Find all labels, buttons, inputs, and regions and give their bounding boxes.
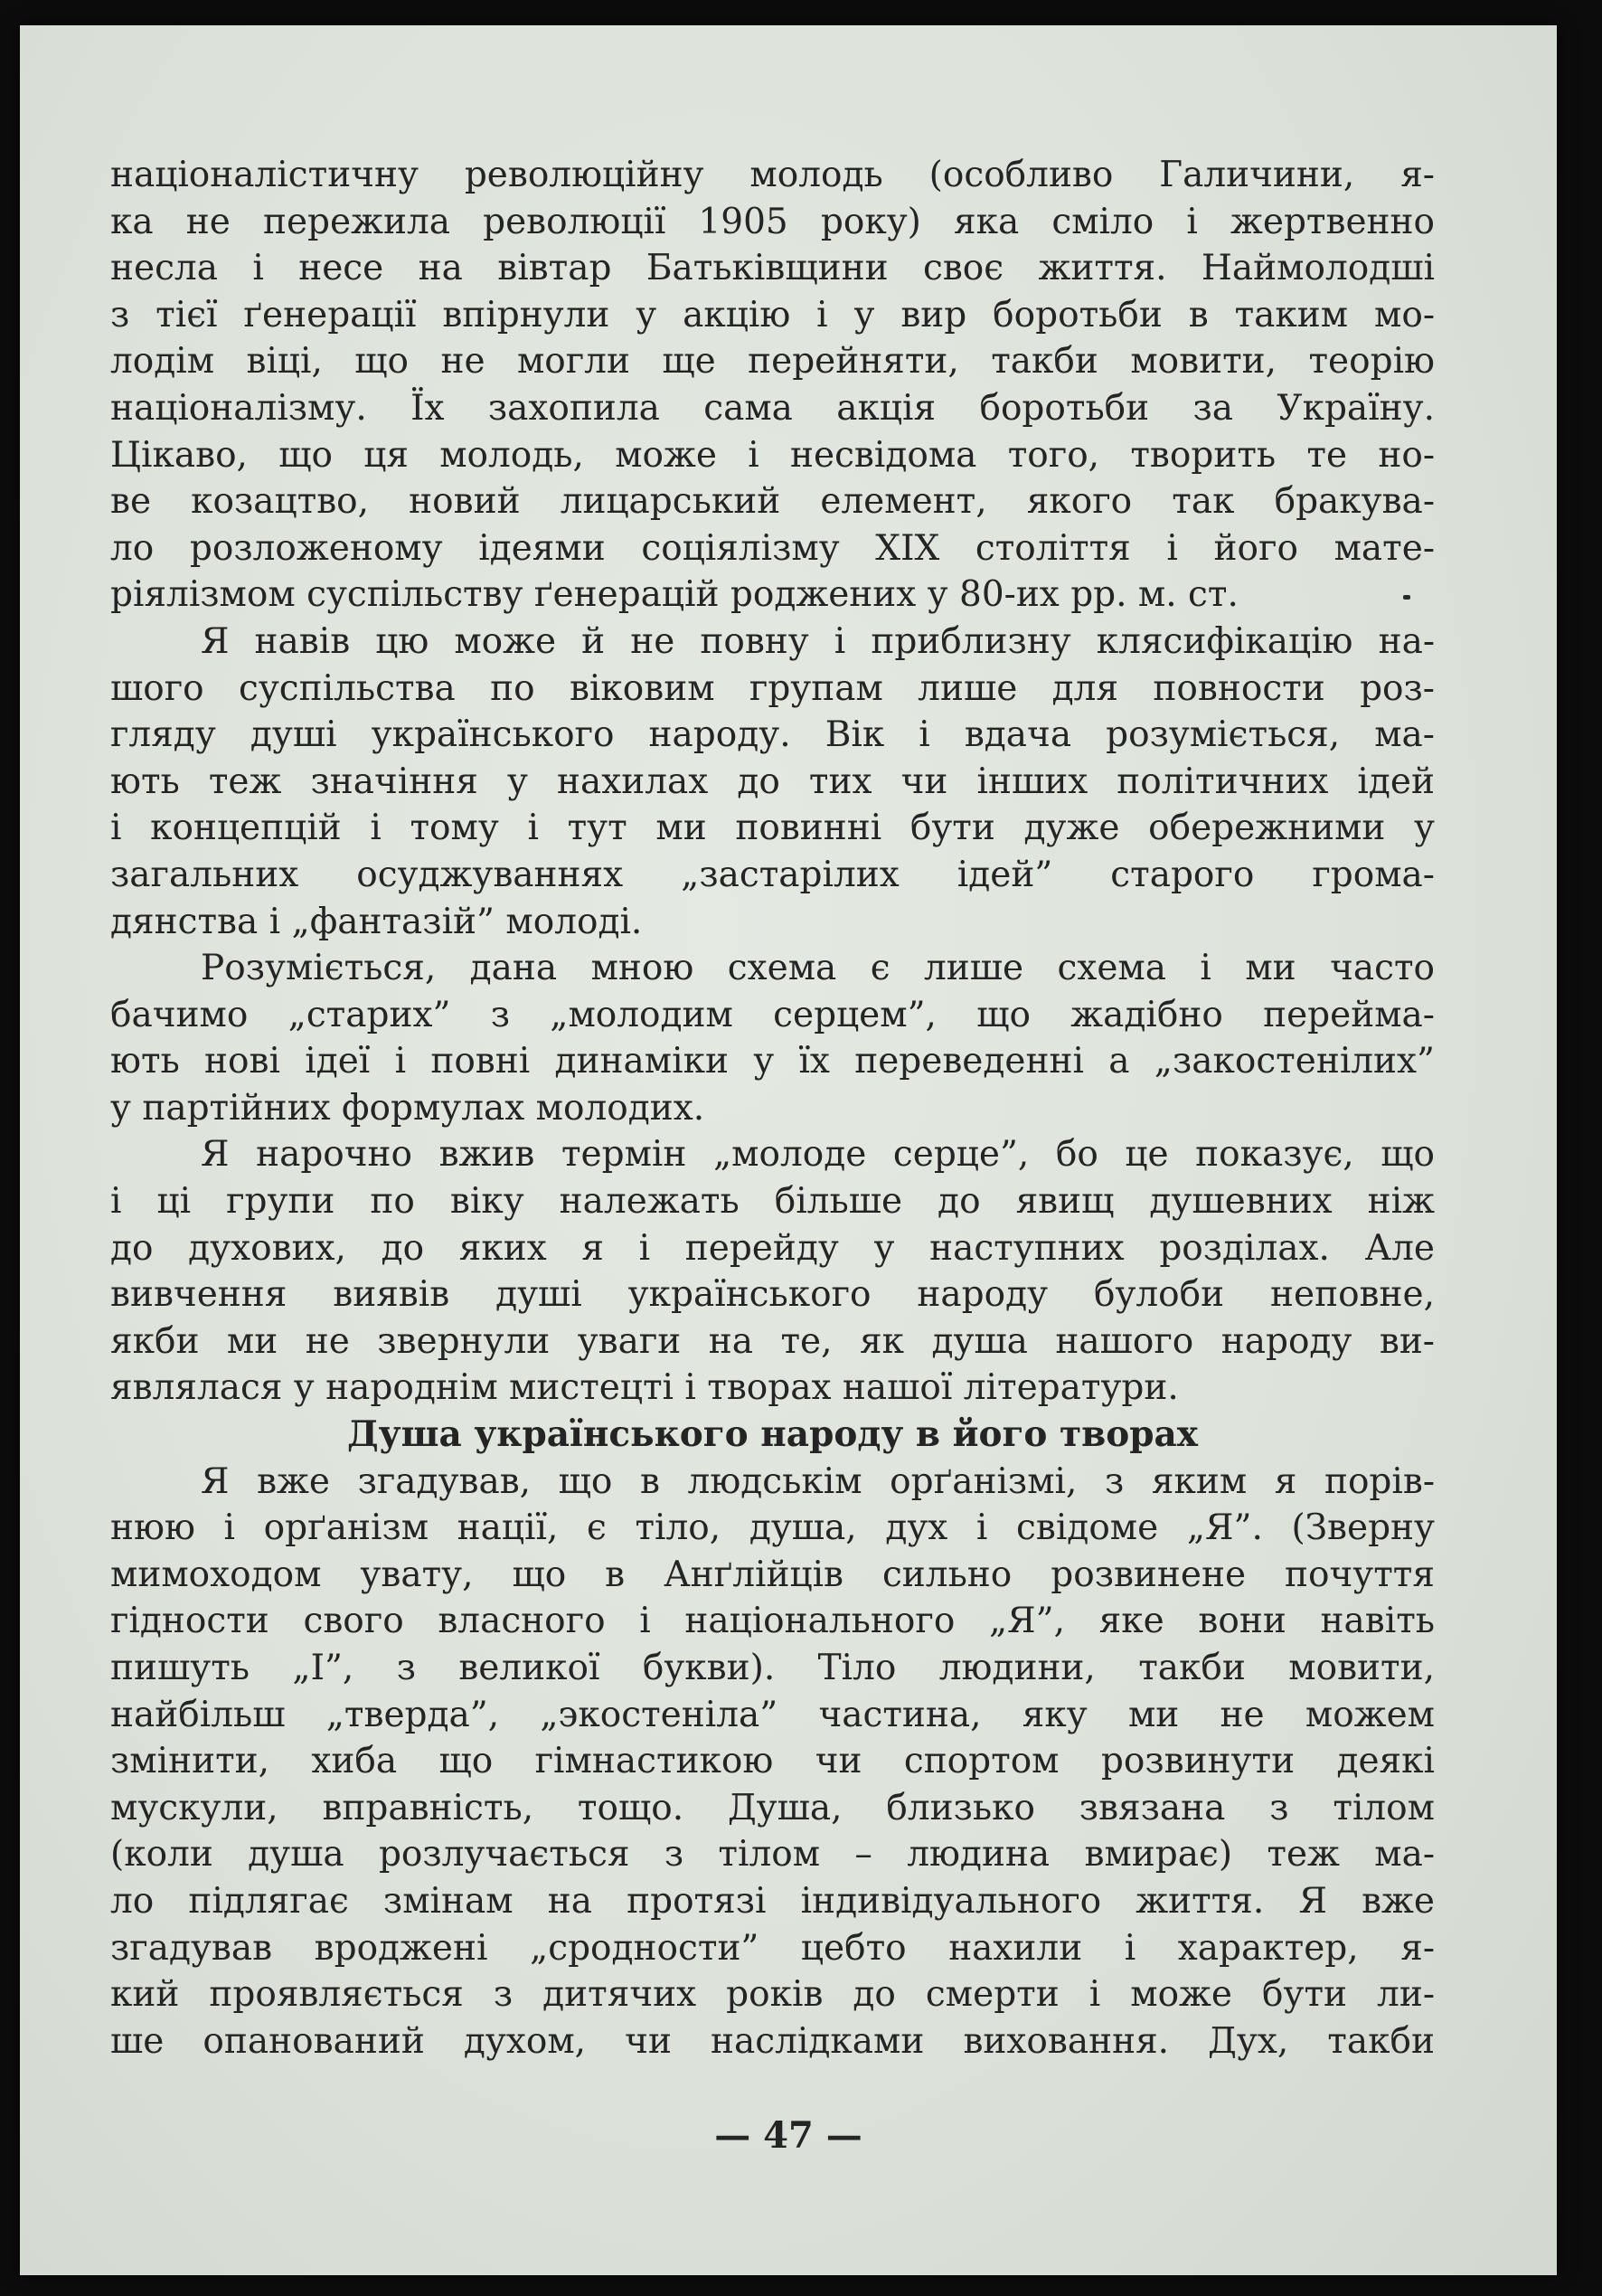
text-line: змінити, хиба що гімнастикою чи спортом розвинути деякі [110,1741,1435,1782]
text-line: Я нарочно вжив термін „молоде серце”, бо це показує, що [201,1134,1435,1176]
text-line: шого суспільства по віковим групам лише для повности роз- [110,667,1435,709]
text-line: ють нові ідеї і повні динаміки у їх переведенні а „закостенілих” [110,1041,1435,1082]
body-text [110,152,1435,2065]
text-line: вивчення виявів душі українського народу булоби неповне, [110,1274,1435,1316]
text-line: мускули, вправність, тощо. Душа, близько звязана з тілом [110,1787,1435,1828]
text-line: нюю і орґанізм нації, є тіло, душа, дух і свідоме „Я”. (Зверну [110,1507,1435,1549]
text-line: ло підлягає змінам на протязі індивідуального життя. Я вже [110,1880,1435,1922]
text-line: гідности свого власного і національного „Я”, яке вони навіть [110,1601,1435,1642]
section-heading: Душа українського народу в його творах [346,1413,1199,1456]
text-line: кий проявляється з дитячих років до смерти і може бути ли- [110,1974,1435,2016]
text-line: Розуміється, дана мною схема є лише схема і ми часто [201,948,1435,989]
text-line: до духових, до яких я і перейду у наступних розділах. Але [110,1227,1435,1269]
text-line: Цікаво, що ця молодь, може і несвідома того, творить те но- [110,434,1435,476]
text-line: націоналістичну революційну молодь (особливо Галичини, я- [110,155,1435,195]
text-line: мимоходом увату, що в Анґлійців сильно розвинене почуття [110,1554,1435,1595]
text-line: Я навів цю може й не повну і приблизну клясифікацію на- [201,620,1435,662]
text-line: бачимо „старих” з „молодим серцем”, що жадібно перейма- [110,994,1435,1035]
text-line: несла і несе на вівтар Батьківщини своє життя. Наймолодші [110,248,1435,289]
text-line: загальних осуджуваннях „застарілих ідей” старого грома- [110,854,1435,895]
text-line: дянства і „фантазій” молоді. [110,901,643,942]
text-line: ве козацтво, новий лицарський елемент, якого так бракува- [110,481,1435,523]
text-line: найбільш „тверда”, „экостеніла” частина, яку ми не можем [110,1694,1435,1735]
text-line: гляду душі українського народу. Вік і вдача розуміється, ма- [110,714,1435,756]
page-number: — 47 — [714,2114,862,2157]
text-line: (коли душа розлучається з тілом – людина вмирає) теж ма- [110,1834,1435,1876]
text-line: і концепцій і тому і тут ми повинні бути дуже обережними у [110,808,1435,849]
text-line: якби ми не звернули уваги на те, як душа нашого народу ви- [110,1320,1435,1362]
text-line: з тієї ґенерації впірнули у акцію і у вир боротьби в таким мо- [110,294,1435,335]
book-page [20,25,1557,2275]
text-line: і ці групи по віку належать більше до явищ душевних ніж [110,1181,1435,1223]
text-line: ло розложеному ідеями соціялізму XIX століття і його мате- [110,527,1435,569]
text-line: у партійних формулах молодих. [110,1087,705,1129]
text-line: пишуть „I”, з великої букви). Тіло людини, такби мовити, [110,1648,1435,1688]
text-line: ють теж значіння у нахилах до тих чи інших політичних ідей [110,761,1435,802]
text-line: ріялізмом суспільству ґенерацій роджених у 80-их рр. м. ст. [110,574,1239,616]
text-line: являлася у народнім мистецті і творах нашої літератури. [110,1367,1179,1409]
text-line: Я вже згадував, що в людськім орґанізмі, з яким я порів- [201,1460,1435,1502]
text-line: ше опанований духом, чи наслідками виховання. Дух, такби [110,2020,1435,2062]
text-line: ка не пережила революції 1905 року) яка сміло і жертвенно [110,201,1435,242]
text-line: згадував вроджені „сродности” цебто нахили і характер, я- [110,1927,1435,1969]
text-line: лодім віці, що не могли ще перейняти, такби мовити, теорію [110,341,1435,383]
text-line: націоналізму. Їх захопила сама акція боротьби за Україну. [110,387,1435,429]
stray-ink-mark [1403,595,1410,600]
